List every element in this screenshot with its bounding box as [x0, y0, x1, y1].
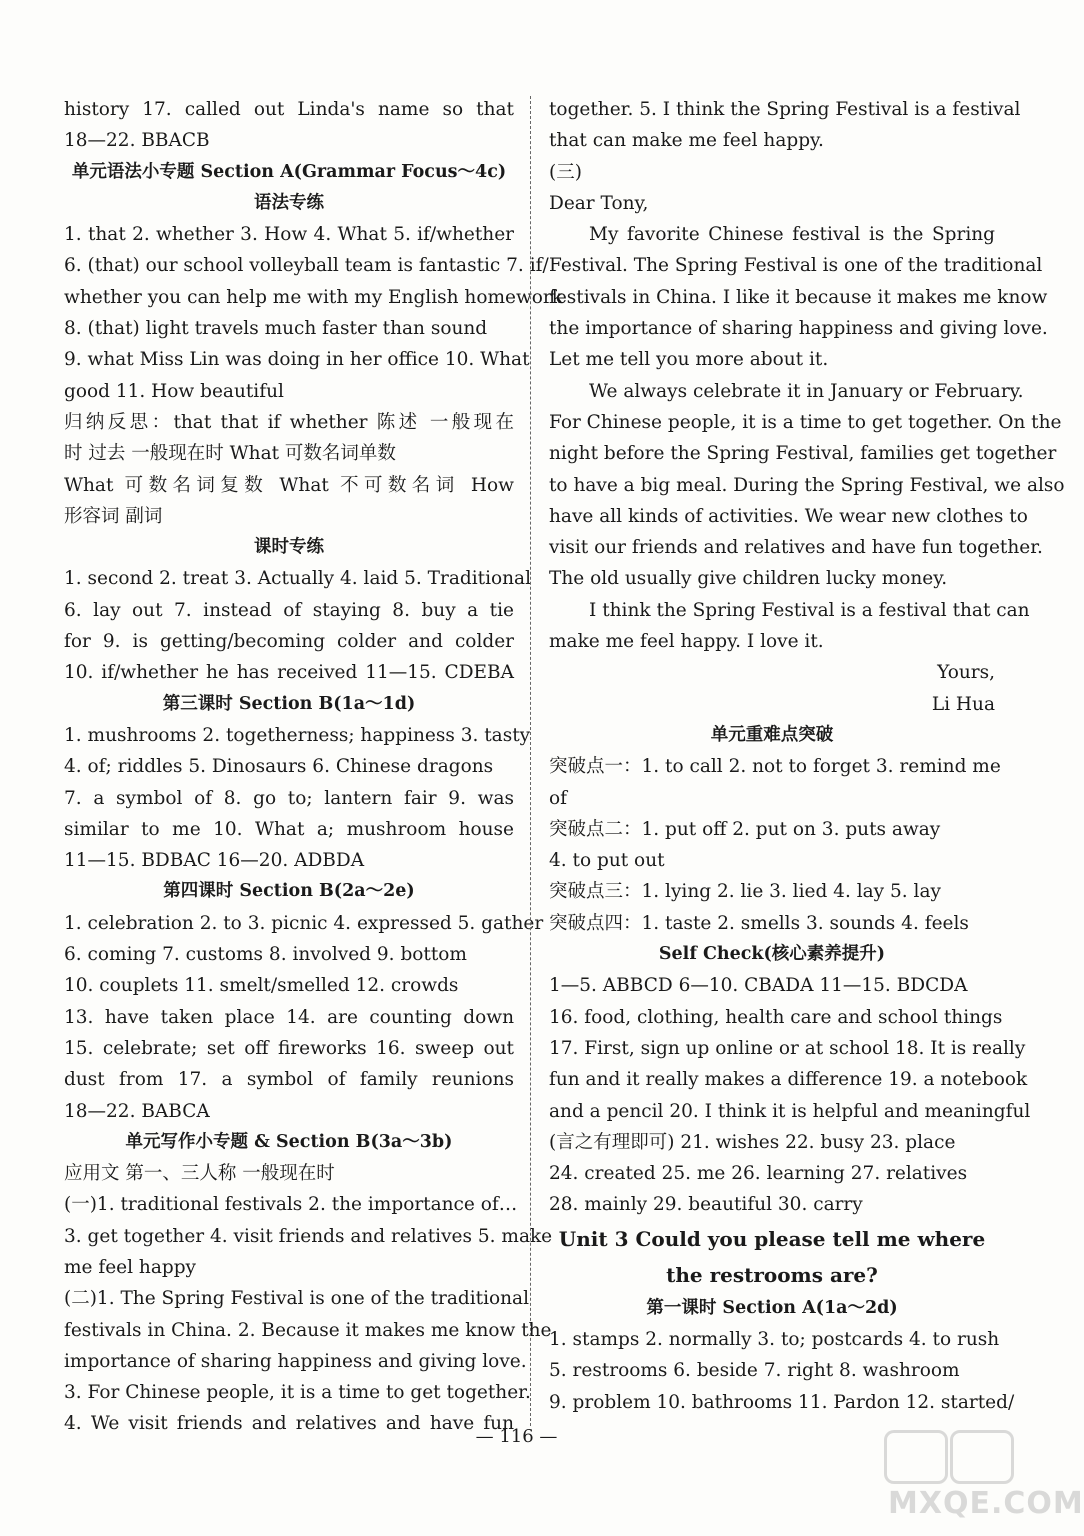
right-line: 9. problem 10. bathrooms 11. Pardon 12. started/	[549, 1391, 1015, 1413]
right-line: Li Hua	[931, 693, 995, 715]
left-line: 1. celebration 2. to 3. picnic 4. expressed 5. gather	[64, 912, 544, 934]
right-line: the importance of sharing happiness and giving love.	[549, 318, 1048, 340]
left-line: 形容词 副词	[64, 505, 163, 527]
left-line: dust from 17. a symbol of family reunions	[64, 1069, 514, 1091]
right-line: Dear Tony,	[549, 192, 649, 214]
left-line: 3. For Chinese people, it is a time to get together.	[64, 1382, 531, 1404]
left-line: 时 过去 一般现在时 What 可数名词单数	[64, 443, 396, 465]
left-line: What 可数名词复数 What 不可数名词 How	[64, 474, 514, 496]
left-line: 语法专练	[254, 192, 324, 213]
left-line: for 9. is getting/becoming colder and colder	[64, 631, 514, 653]
right-line: 16. food, clothing, health care and school things	[549, 1006, 1003, 1028]
right-line: 突破点一：1. to call 2. not to forget 3. remind me	[549, 756, 1001, 778]
right-line: Yours,	[937, 662, 995, 684]
left-line: importance of sharing happiness and giving love.	[64, 1350, 527, 1372]
right-line: Let me tell you more about it.	[549, 349, 829, 371]
left-line: 6. (that) our school volleyball team is fantastic 7. if/	[64, 255, 549, 277]
right-line: 1—5. ABBCD 6—10. CBADA 11—15. BDCDA	[549, 975, 968, 997]
right-line: Festival. The Spring Festival is one of the traditional	[549, 255, 1043, 277]
left-line: 18—22. BABCA	[64, 1100, 210, 1122]
right-line: 突破点三：1. lying 2. lie 3. lied 4. lay 5. lay	[549, 881, 941, 903]
right-line: and a pencil 20. I think it is helpful and meaningful	[549, 1100, 1031, 1122]
left-line: similar to me 10. What a; mushroom house	[64, 818, 514, 840]
right-line: My favorite Chinese festival is the Spring	[589, 224, 995, 246]
left-line: good 11. How beautiful	[64, 380, 284, 402]
left-line: (一)1. traditional festivals 2. the importance of…	[64, 1194, 518, 1216]
right-line: For Chinese people, it is a time to get together. On the	[549, 411, 1062, 433]
right-line: Unit 3 Could you please tell me where	[558, 1226, 986, 1251]
left-line: history 17. called out Linda's name so that	[64, 99, 514, 120]
right-line: 单元重难点突破	[710, 724, 834, 745]
left-line: 4. We visit friends and relatives and have fun	[64, 1413, 514, 1435]
right-line: night before the Spring Festival, families get together	[549, 443, 1057, 465]
right-line: 28. mainly 29. beautiful 30. carry	[549, 1194, 863, 1216]
left-line: whether you can help me with my English homework	[64, 286, 563, 308]
left-line: 1. mushrooms 2. togetherness; happiness 3. tasty	[64, 724, 531, 746]
left-line: 15. celebrate; set off fireworks 16. sweep out	[64, 1037, 514, 1059]
left-line: 应用文 第一、三人称 一般现在时	[64, 1163, 335, 1185]
left-line: 13. have taken place 14. are counting down	[64, 1006, 514, 1028]
right-line: that can make me feel happy.	[549, 130, 824, 152]
left-line: 单元语法小专题 Section A(Grammar Focus～4c)	[71, 161, 507, 182]
left-line: 6. coming 7. customs 8. involved 9. bottom	[64, 944, 467, 966]
left-line: 第四课时 Section B(2a～2e)	[163, 881, 415, 902]
right-line: (言之有理即可) 21. wishes 22. busy 23. place	[549, 1131, 956, 1153]
right-column	[549, 94, 1065, 1418]
right-line: visit our friends and relatives and have fun together.	[549, 537, 1043, 559]
left-line: 第三课时 Section B(1a～1d)	[162, 693, 416, 714]
right-line: I think the Spring Festival is a festival that can	[589, 599, 1030, 621]
watermark-text: MXQE.COM	[888, 1486, 1084, 1521]
left-line: 7. a symbol of 8. go to; lantern fair 9. was	[64, 787, 514, 809]
left-line: 归纳反思：that that if whether 陈述 一般现在	[64, 411, 514, 433]
left-line: 18—22. BBACB	[64, 130, 210, 152]
right-line: 1. stamps 2. normally 3. to; postcards 4. to rush	[549, 1328, 1000, 1350]
left-line: 课时专练	[254, 537, 324, 558]
watermark-logo	[884, 1430, 1084, 1530]
left-line: 8. (that) light travels much faster than sound	[64, 318, 488, 340]
left-line: me feel happy	[64, 1256, 196, 1278]
left-line: 10. if/whether he has received 11—15. CDEBA	[64, 662, 514, 684]
right-line: of	[549, 787, 567, 809]
column-divider	[530, 96, 531, 1426]
right-line: have all kinds of activities. We wear new clothes to	[549, 505, 1028, 527]
right-line: (三)	[549, 161, 582, 183]
left-line: (二)1. The Spring Festival is one of the traditional	[64, 1288, 529, 1310]
right-line: to have a big meal. During the Spring Festival, we also	[549, 474, 1065, 496]
right-line: together. 5. I think the Spring Festival is a festival	[549, 99, 1021, 120]
right-line: The old usually give children lucky money.	[549, 568, 948, 590]
left-line: 10. couplets 11. smelt/smelled 12. crowds	[64, 975, 459, 997]
right-line: fun and it really makes a difference 19. a notebook	[549, 1069, 1028, 1091]
right-line: 17. First, sign up online or at school 18. It is really	[549, 1037, 1026, 1059]
right-line: 第一课时 Section A(1a～2d)	[646, 1297, 898, 1318]
left-line: 3. get together 4. visit friends and relatives 5. make	[64, 1225, 553, 1247]
left-line: 9. what Miss Lin was doing in her office 10. What	[64, 349, 530, 371]
left-line: 单元写作小专题 & Section B(3a～3b)	[125, 1131, 453, 1152]
left-line: 6. lay out 7. instead of staying 8. buy a tie	[64, 599, 514, 621]
right-line: 4. to put out	[549, 850, 665, 872]
left-line: 4. of; riddles 5. Dinosaurs 6. Chinese dragons	[64, 756, 494, 778]
left-line: 1. second 2. treat 3. Actually 4. laid 5. Traditional	[64, 568, 531, 590]
right-line: Self Check(核心素养提升)	[658, 944, 886, 965]
right-line: make me feel happy. I love it.	[549, 631, 824, 653]
right-line: 5. restrooms 6. beside 7. right 8. washroom	[549, 1360, 960, 1382]
right-line: the restrooms are?	[666, 1262, 878, 1287]
right-line: 突破点二：1. put off 2. put on 3. puts away	[549, 818, 941, 840]
left-line: 11—15. BDBAC 16—20. ADBDA	[64, 850, 365, 872]
right-line: 24. created 25. me 26. learning 27. relatives	[549, 1163, 968, 1185]
right-line: festivals in China. I like it because it makes me know	[549, 286, 1048, 308]
right-line: 突破点四：1. taste 2. smells 3. sounds 4. feels	[549, 912, 969, 934]
page-number: — 116 —	[475, 1426, 558, 1447]
right-line: We always celebrate it in January or February.	[589, 380, 1024, 402]
left-line: festivals in China. 2. Because it makes me know the	[64, 1319, 552, 1341]
left-line: 1. that 2. whether 3. How 4. What 5. if/whether	[64, 224, 514, 246]
